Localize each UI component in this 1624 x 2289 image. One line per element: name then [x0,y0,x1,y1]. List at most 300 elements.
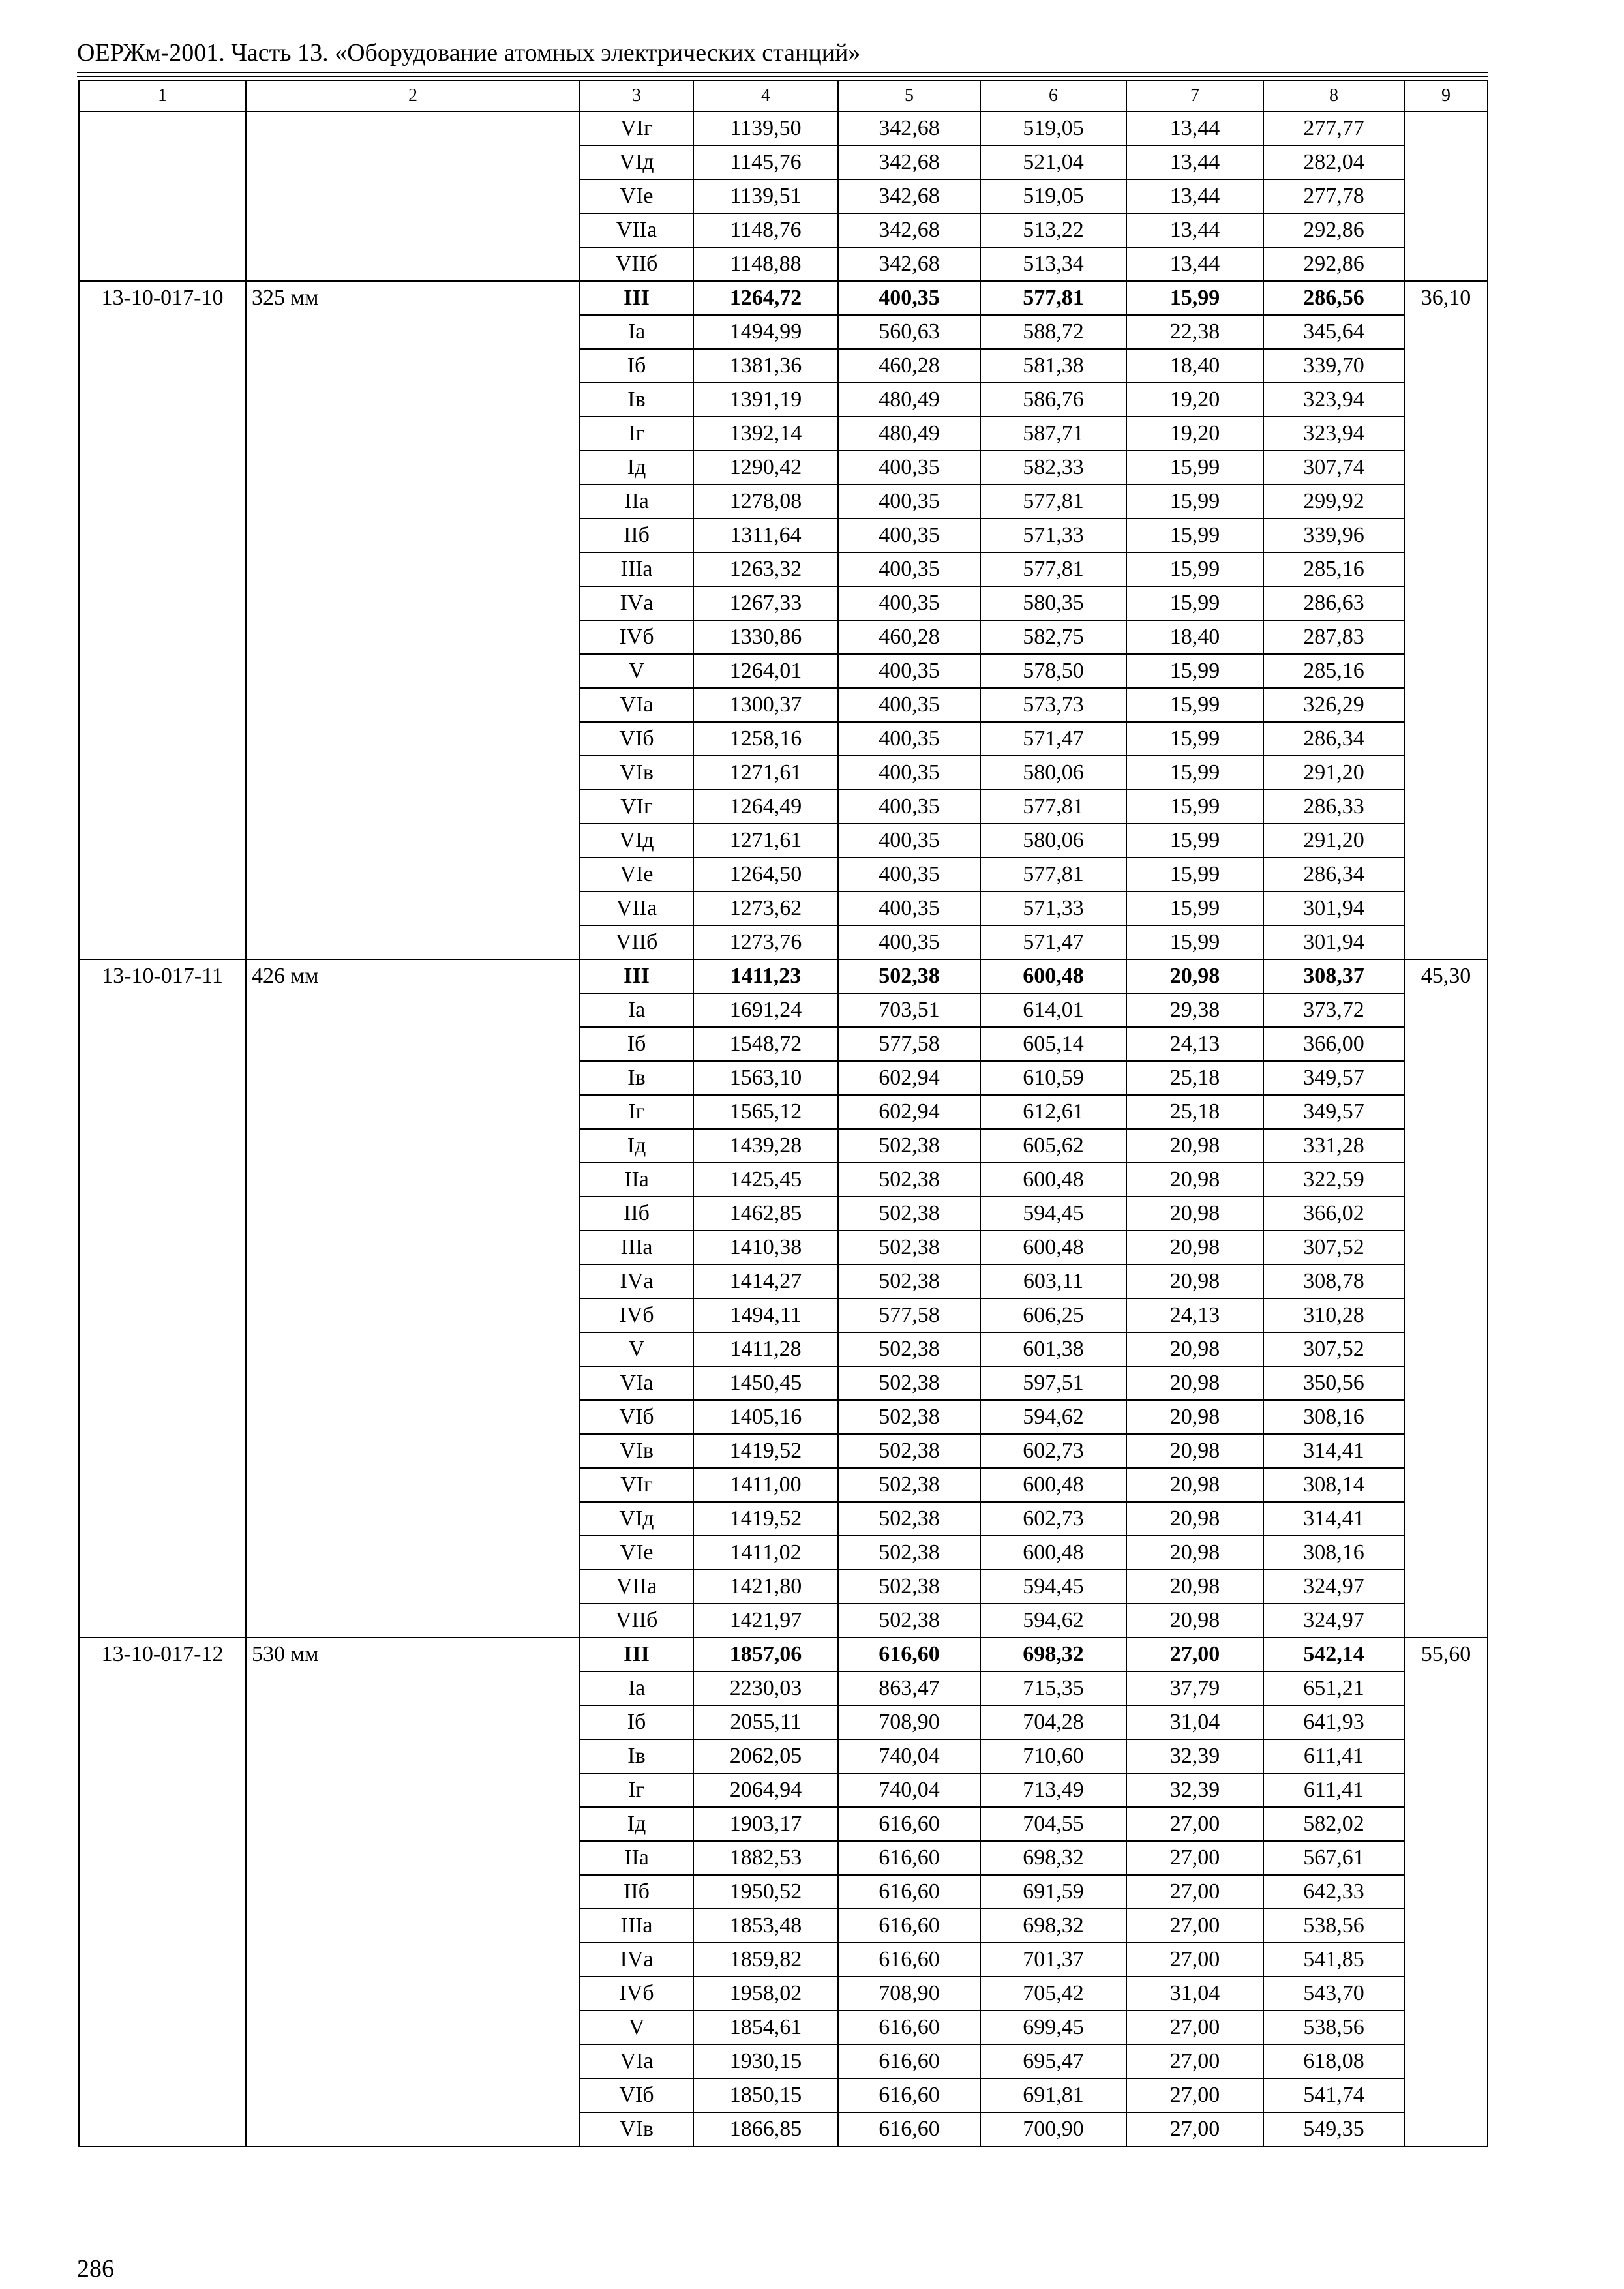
cell-c7: 15,99 [1126,891,1263,925]
cell-c4: 1271,61 [693,756,838,790]
cell-c6: 577,81 [980,552,1126,586]
cell-c7: 20,98 [1126,1231,1263,1264]
cell-c4: 1411,28 [693,1332,838,1366]
cell-c7: 15,99 [1126,790,1263,824]
cell-c4: 1866,85 [693,2112,838,2146]
cell-c5: 502,38 [838,1400,980,1434]
cell-c6: 582,33 [980,451,1126,485]
cell-c4: 1145,76 [693,145,838,179]
cell-c3: IVб [580,1298,693,1332]
cell-c5: 616,60 [838,2044,980,2078]
cell-c6: 580,06 [980,824,1126,858]
cell-c4: 1139,50 [693,112,838,145]
cell-c8: 277,78 [1263,179,1404,213]
cell-c7: 18,40 [1126,349,1263,383]
cell-c7: 27,00 [1126,1638,1263,1671]
cell-c6: 704,28 [980,1705,1126,1739]
cell-c7: 20,98 [1126,1468,1263,1502]
cell-c6: 586,76 [980,383,1126,417]
cell-c6: 571,33 [980,891,1126,925]
cell-c5: 502,38 [838,1129,980,1163]
cell-c6: 704,55 [980,1807,1126,1841]
cell-c8: 310,28 [1263,1298,1404,1332]
cell-c3: IIIа [580,1231,693,1264]
cell-c8: 286,34 [1263,722,1404,756]
cell-c4: 1405,16 [693,1400,838,1434]
cell-c8: 331,28 [1263,1129,1404,1163]
cell-c8: 567,61 [1263,1841,1404,1875]
cell-c6: 580,35 [980,586,1126,620]
cell-c3: VIе [580,858,693,891]
cell-c7: 27,00 [1126,2044,1263,2078]
cell-c6: 571,47 [980,722,1126,756]
cell-c6: 605,62 [980,1129,1126,1163]
cell-c7: 20,98 [1126,1197,1263,1231]
cell-c3: VIд [580,1502,693,1536]
cell-c6: 588,72 [980,315,1126,349]
cell-c7: 27,00 [1126,2112,1263,2146]
cell-c8: 611,41 [1263,1739,1404,1773]
cell-c4: 1421,80 [693,1570,838,1604]
cell-c3: VIв [580,756,693,790]
cell-c7: 24,13 [1126,1027,1263,1061]
cell-c4: 2055,11 [693,1705,838,1739]
column-header: 9 [1404,80,1488,112]
cell-c7: 15,99 [1126,688,1263,722]
cell-c3: VIIа [580,1570,693,1604]
cell-c5: 400,35 [838,722,980,756]
table-row [79,1638,1488,1671]
cell-c8: 308,37 [1263,959,1404,993]
cell-c7: 20,98 [1126,1400,1263,1434]
column-header: 5 [838,80,980,112]
row-code-cell: 13-10-017-12 [79,1638,246,2146]
cell-c6: 577,81 [980,790,1126,824]
cell-c5: 863,47 [838,1671,980,1705]
cell-c8: 291,20 [1263,824,1404,858]
cell-c7: 13,44 [1126,179,1263,213]
cell-c3: VIг [580,112,693,145]
cell-c8: 286,56 [1263,281,1404,315]
price-table [78,80,1488,2147]
cell-c7: 15,99 [1126,756,1263,790]
cell-c4: 1414,27 [693,1264,838,1298]
cell-c5: 400,35 [838,518,980,552]
cell-c3: Iа [580,315,693,349]
cell-c3: VIе [580,179,693,213]
table-row [79,281,1488,315]
cell-c3: Iд [580,1129,693,1163]
cell-c7: 13,44 [1126,112,1263,145]
cell-c7: 18,40 [1126,620,1263,654]
cell-c5: 342,68 [838,112,980,145]
cell-c7: 27,00 [1126,2011,1263,2044]
cell-c7: 15,99 [1126,552,1263,586]
cell-c3: IIб [580,518,693,552]
cell-c6: 513,34 [980,247,1126,281]
cell-c4: 1691,24 [693,993,838,1027]
cell-c8: 538,56 [1263,1909,1404,1943]
cell-c3: VIб [580,722,693,756]
cell-c5: 400,35 [838,790,980,824]
cell-c5: 616,60 [838,2011,980,2044]
cell-c3: IVа [580,1943,693,1977]
cell-c7: 15,99 [1126,858,1263,891]
cell-c3: VIIб [580,247,693,281]
cell-c8: 538,56 [1263,2011,1404,2044]
cell-c4: 1854,61 [693,2011,838,2044]
page-number: 286 [77,2255,114,2282]
column-header: 6 [980,80,1126,112]
cell-c3: Iа [580,1671,693,1705]
row-name-cell: 325 мм [246,281,580,959]
cell-c3: Iг [580,1095,693,1129]
cell-c4: 1419,52 [693,1502,838,1536]
cell-c7: 27,00 [1126,1875,1263,1909]
cell-c8: 307,74 [1263,451,1404,485]
cell-c3: VIг [580,1468,693,1502]
cell-c6: 519,05 [980,112,1126,145]
cell-c5: 342,68 [838,145,980,179]
cell-c7: 25,18 [1126,1095,1263,1129]
cell-c3: VIб [580,2078,693,2112]
cell-c4: 1411,02 [693,1536,838,1570]
cell-c3: Iб [580,1705,693,1739]
cell-c7: 20,98 [1126,1604,1263,1638]
cell-c3: IIб [580,1197,693,1231]
cell-c6: 602,73 [980,1502,1126,1536]
header-rule-bottom [77,76,1488,77]
cell-c6: 577,81 [980,281,1126,315]
cell-c6: 691,59 [980,1875,1126,1909]
cell-c5: 602,94 [838,1095,980,1129]
cell-c8: 314,41 [1263,1502,1404,1536]
cell-c4: 1563,10 [693,1061,838,1095]
cell-c8: 541,85 [1263,1943,1404,1977]
cell-c5: 708,90 [838,1977,980,2011]
cell-c6: 587,71 [980,417,1126,451]
cell-c5: 577,58 [838,1298,980,1332]
cell-c5: 616,60 [838,1841,980,1875]
cell-c6: 578,50 [980,654,1126,688]
cell-c4: 1267,33 [693,586,838,620]
cell-c5: 502,38 [838,1264,980,1298]
cell-c7: 19,20 [1126,383,1263,417]
cell-c7: 15,99 [1126,925,1263,959]
cell-c4: 1264,50 [693,858,838,891]
cell-c3: IIа [580,1841,693,1875]
cell-c8: 292,86 [1263,247,1404,281]
cell-c4: 1330,86 [693,620,838,654]
cell-c3: Iд [580,451,693,485]
cell-c5: 616,60 [838,1909,980,1943]
cell-c5: 460,28 [838,349,980,383]
cell-c4: 1258,16 [693,722,838,756]
cell-c6: 571,33 [980,518,1126,552]
cell-c4: 1148,88 [693,247,838,281]
cell-c5: 740,04 [838,1773,980,1807]
cell-c6: 594,45 [980,1197,1126,1231]
cell-c3: VIв [580,2112,693,2146]
row-code-cell: 13-10-017-10 [79,281,246,959]
cell-c7: 15,99 [1126,518,1263,552]
cell-c4: 1381,36 [693,349,838,383]
cell-c3: Iб [580,1027,693,1061]
cell-c5: 502,38 [838,1197,980,1231]
cell-c4: 1263,32 [693,552,838,586]
cell-c6: 582,75 [980,620,1126,654]
cell-c4: 1425,45 [693,1163,838,1197]
cell-c8: 308,16 [1263,1536,1404,1570]
cell-c4: 1853,48 [693,1909,838,1943]
cell-c8: 301,94 [1263,925,1404,959]
cell-c8: 651,21 [1263,1671,1404,1705]
cell-c3: Iд [580,1807,693,1841]
cell-c4: 1411,00 [693,1468,838,1502]
cell-c8: 611,41 [1263,1773,1404,1807]
cell-c3: III [580,959,693,993]
cell-c5: 616,60 [838,1638,980,1671]
row-name-cell: 426 мм [246,959,580,1638]
cell-c7: 27,00 [1126,2078,1263,2112]
cell-c4: 2064,94 [693,1773,838,1807]
cell-c5: 602,94 [838,1061,980,1095]
cell-c5: 502,38 [838,1502,980,1536]
cell-c3: VIв [580,1434,693,1468]
cell-c4: 1950,52 [693,1875,838,1909]
cell-c8: 307,52 [1263,1231,1404,1264]
cell-c3: IVа [580,1264,693,1298]
cell-c4: 1419,52 [693,1434,838,1468]
cell-c7: 27,00 [1126,1807,1263,1841]
cell-c7: 15,99 [1126,586,1263,620]
cell-c4: 1290,42 [693,451,838,485]
cell-c5: 502,38 [838,1163,980,1197]
table-row [79,112,1488,145]
cell-c8: 285,16 [1263,552,1404,586]
cell-c8: 366,00 [1263,1027,1404,1061]
cell-c8: 641,93 [1263,1705,1404,1739]
cell-c8: 299,92 [1263,485,1404,518]
cell-c3: VIIа [580,213,693,247]
cell-c6: 601,38 [980,1332,1126,1366]
cell-c5: 342,68 [838,247,980,281]
cell-c7: 20,98 [1126,1570,1263,1604]
cell-c7: 27,00 [1126,1909,1263,1943]
cell-c7: 15,99 [1126,722,1263,756]
cell-c7: 20,98 [1126,1332,1263,1366]
cell-c6: 594,62 [980,1604,1126,1638]
cell-c7: 37,79 [1126,1671,1263,1705]
cell-c6: 705,42 [980,1977,1126,2011]
column-header: 1 [79,80,246,112]
cell-c7: 27,00 [1126,1943,1263,1977]
cell-c8: 326,29 [1263,688,1404,722]
cell-c8: 366,02 [1263,1197,1404,1231]
cell-c5: 400,35 [838,451,980,485]
cell-c4: 1273,76 [693,925,838,959]
cell-c5: 616,60 [838,2112,980,2146]
cell-c5: 616,60 [838,1943,980,1977]
cell-c7: 15,99 [1126,451,1263,485]
header-rule-top [77,72,1488,73]
cell-c3: VIб [580,1400,693,1434]
cell-c6: 691,81 [980,2078,1126,2112]
cell-c3: Iа [580,993,693,1027]
cell-c8: 314,41 [1263,1434,1404,1468]
cell-c6: 698,32 [980,1909,1126,1943]
cell-c5: 400,35 [838,891,980,925]
cell-c8: 349,57 [1263,1095,1404,1129]
cell-c6: 605,14 [980,1027,1126,1061]
cell-c8: 282,04 [1263,145,1404,179]
cell-c5: 400,35 [838,756,980,790]
cell-c3: Iв [580,1739,693,1773]
cell-c7: 20,98 [1126,1129,1263,1163]
cell-c7: 32,39 [1126,1739,1263,1773]
cell-c6: 606,25 [980,1298,1126,1332]
cell-c7: 15,99 [1126,654,1263,688]
cell-c8: 323,94 [1263,417,1404,451]
cell-c6: 577,81 [980,858,1126,891]
cell-c5: 703,51 [838,993,980,1027]
cell-c8: 541,74 [1263,2078,1404,2112]
row-code-cell: 13-10-017-11 [79,959,246,1638]
cell-c5: 400,35 [838,281,980,315]
cell-c7: 19,20 [1126,417,1263,451]
cell-c4: 1421,97 [693,1604,838,1638]
cell-c4: 1411,23 [693,959,838,993]
cell-c4: 1300,37 [693,688,838,722]
cell-c5: 342,68 [838,213,980,247]
cell-c3: VIд [580,824,693,858]
cell-c6: 614,01 [980,993,1126,1027]
cell-c3: VIа [580,2044,693,2078]
cell-c5: 480,49 [838,417,980,451]
cell-c5: 400,35 [838,824,980,858]
cell-c5: 400,35 [838,688,980,722]
cell-c5: 480,49 [838,383,980,417]
cell-c6: 713,49 [980,1773,1126,1807]
row-name-cell: 530 мм [246,1638,580,2146]
cell-c8: 345,64 [1263,315,1404,349]
cell-c8: 339,70 [1263,349,1404,383]
cell-c3: Iв [580,383,693,417]
cell-c8: 308,78 [1263,1264,1404,1298]
page-header: ОЕРЖм-2001. Часть 13. «Оборудование атомных электрических станций» [77,39,861,67]
cell-c4: 1273,62 [693,891,838,925]
cell-c5: 460,28 [838,620,980,654]
cell-c3: IIа [580,1163,693,1197]
cell-c6: 612,61 [980,1095,1126,1129]
cell-c4: 1139,51 [693,179,838,213]
cell-c8: 291,20 [1263,756,1404,790]
cell-c8: 307,52 [1263,1332,1404,1366]
cell-c6: 594,62 [980,1400,1126,1434]
cell-c5: 400,35 [838,858,980,891]
cell-c6: 698,32 [980,1841,1126,1875]
cell-c6: 521,04 [980,145,1126,179]
cell-c4: 1278,08 [693,485,838,518]
cell-c5: 502,38 [838,959,980,993]
cell-c6: 699,45 [980,2011,1126,2044]
cell-c5: 708,90 [838,1705,980,1739]
cell-c8: 349,57 [1263,1061,1404,1095]
cell-c3: Iг [580,417,693,451]
cell-c4: 1462,85 [693,1197,838,1231]
cell-c3: Iв [580,1061,693,1095]
cell-c4: 1392,14 [693,417,838,451]
row-col9-cell: 45,30 [1404,959,1488,1638]
table-row [79,959,1488,993]
cell-c4: 1882,53 [693,1841,838,1875]
row-name-cell [246,112,580,281]
cell-c7: 20,98 [1126,959,1263,993]
cell-c3: VIIа [580,891,693,925]
cell-c7: 15,99 [1126,281,1263,315]
cell-c4: 1450,45 [693,1366,838,1400]
cell-c5: 616,60 [838,1807,980,1841]
cell-c4: 1859,82 [693,1943,838,1977]
cell-c6: 600,48 [980,1468,1126,1502]
cell-c5: 400,35 [838,654,980,688]
cell-c4: 2062,05 [693,1739,838,1773]
cell-c7: 20,98 [1126,1536,1263,1570]
cell-c7: 15,99 [1126,824,1263,858]
cell-c4: 1311,64 [693,518,838,552]
cell-c7: 29,38 [1126,993,1263,1027]
cell-c6: 600,48 [980,1231,1126,1264]
cell-c7: 25,18 [1126,1061,1263,1095]
cell-c5: 502,38 [838,1468,980,1502]
column-header: 2 [246,80,580,112]
cell-c7: 20,98 [1126,1366,1263,1400]
cell-c6: 577,81 [980,485,1126,518]
cell-c3: IIIа [580,552,693,586]
cell-c7: 31,04 [1126,1705,1263,1739]
cell-c8: 292,86 [1263,213,1404,247]
cell-c7: 20,98 [1126,1502,1263,1536]
cell-c8: 285,16 [1263,654,1404,688]
cell-c8: 350,56 [1263,1366,1404,1400]
cell-c5: 502,38 [838,1604,980,1638]
cell-c3: IVб [580,620,693,654]
cell-c4: 1548,72 [693,1027,838,1061]
cell-c5: 502,38 [838,1536,980,1570]
cell-c4: 1850,15 [693,2078,838,2112]
cell-c7: 13,44 [1126,213,1263,247]
cell-c7: 24,13 [1126,1298,1263,1332]
cell-c8: 339,96 [1263,518,1404,552]
cell-c7: 20,98 [1126,1163,1263,1197]
cell-c3: IIIа [580,1909,693,1943]
cell-c6: 571,47 [980,925,1126,959]
cell-c3: VIе [580,1536,693,1570]
cell-c8: 286,33 [1263,790,1404,824]
cell-c4: 1264,01 [693,654,838,688]
cell-c4: 1494,99 [693,315,838,349]
cell-c5: 740,04 [838,1739,980,1773]
cell-c5: 616,60 [838,1875,980,1909]
cell-c6: 610,59 [980,1061,1126,1095]
cell-c3: VIа [580,1366,693,1400]
cell-c6: 513,22 [980,213,1126,247]
cell-c7: 15,99 [1126,485,1263,518]
cell-c8: 373,72 [1263,993,1404,1027]
cell-c8: 582,02 [1263,1807,1404,1841]
cell-c4: 1271,61 [693,824,838,858]
cell-c4: 1439,28 [693,1129,838,1163]
